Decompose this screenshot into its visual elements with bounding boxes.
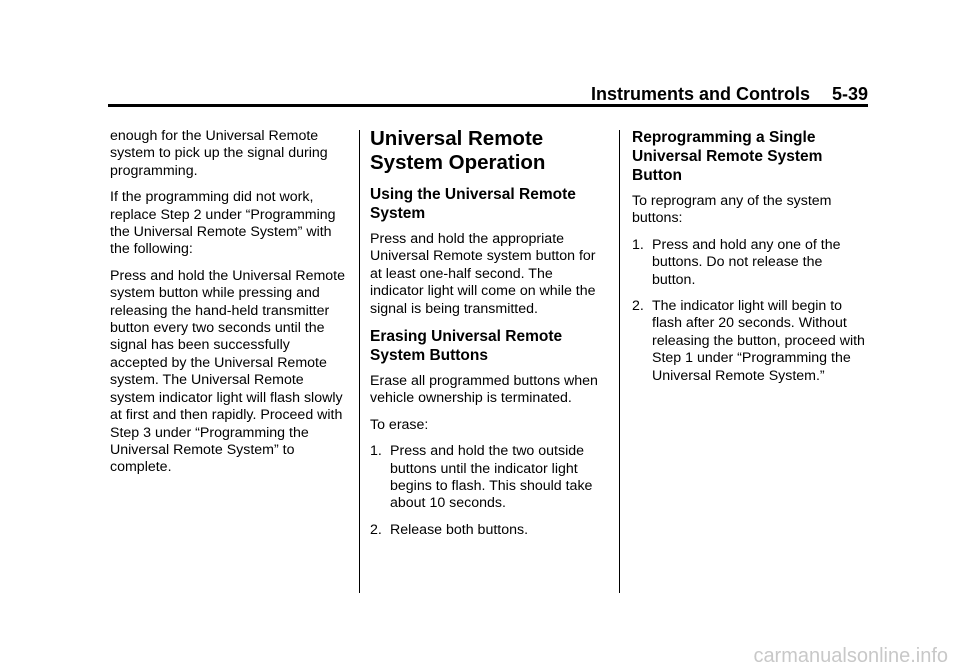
header-rule xyxy=(108,104,868,107)
list-item xyxy=(370,522,610,539)
subheading-reprogramming: Reprogramming a Single Universal Remote System Button xyxy=(632,129,823,184)
paragraph: If the programming did not work, replace Step 2 under “Programming the Universal Remote System” with the following: xyxy=(110,189,336,258)
paragraph: Press and hold the appropriate Universal Remote system button for at least one-half second. The indicator light will come on while the signal is being transmitted. xyxy=(370,231,596,317)
step-number: 2. xyxy=(370,521,382,538)
step-text: The indicator light will begin to flash after 20 seconds. Without releasing the button, proceed with Step 1 under “Programming the Universal Remote System.” xyxy=(652,298,865,384)
section-title: Instruments and Controls xyxy=(590,84,810,104)
page-number: 5-39 xyxy=(831,84,868,104)
step-number: 1. xyxy=(632,236,644,253)
step-text: Press and hold any one of the buttons. Do not release the button. xyxy=(652,236,841,288)
paragraph: To erase: xyxy=(370,416,429,433)
step-number: 1. xyxy=(370,443,382,460)
step-number: 2. xyxy=(632,298,644,315)
step-text: Release both buttons. xyxy=(390,521,529,538)
list-item xyxy=(632,298,868,385)
column-middle xyxy=(370,127,610,548)
step-text: Press and hold the two outside buttons until the indicator light begins to flash. This should take about 10 seconds. xyxy=(390,443,593,512)
watermark: carmanualsonline.info xyxy=(753,645,948,667)
paragraph: Press and hold the Universal Remote system button while pressing and releasing the hand-held transmitter button every two seconds until the signal has been successfully accepted by the Universal Remote system. The Universal Remote system indicator light will flash slowly at first and then rapidly. Proceed with Step 3 under “Programming the Universal Remote System” to complete. xyxy=(110,267,346,476)
list-item xyxy=(632,237,868,289)
paragraph: To reprogram any of the system buttons: xyxy=(632,193,832,227)
column-divider-left xyxy=(359,130,360,593)
section-title-operation: Universal Remote System Operation xyxy=(370,127,546,174)
column-right xyxy=(632,128,868,394)
page-header xyxy=(591,84,868,105)
subheading-using: Using the Universal Remote System xyxy=(370,186,576,222)
column-left xyxy=(110,128,350,486)
paragraph: enough for the Universal Remote system to pick up the signal during programming. xyxy=(110,128,328,179)
subheading-erasing: Erasing Universal Remote System Buttons xyxy=(370,328,563,365)
list-item xyxy=(370,443,610,513)
paragraph: Erase all programmed buttons when vehicle ownership is terminated. xyxy=(370,373,598,407)
column-divider-right xyxy=(619,130,620,593)
